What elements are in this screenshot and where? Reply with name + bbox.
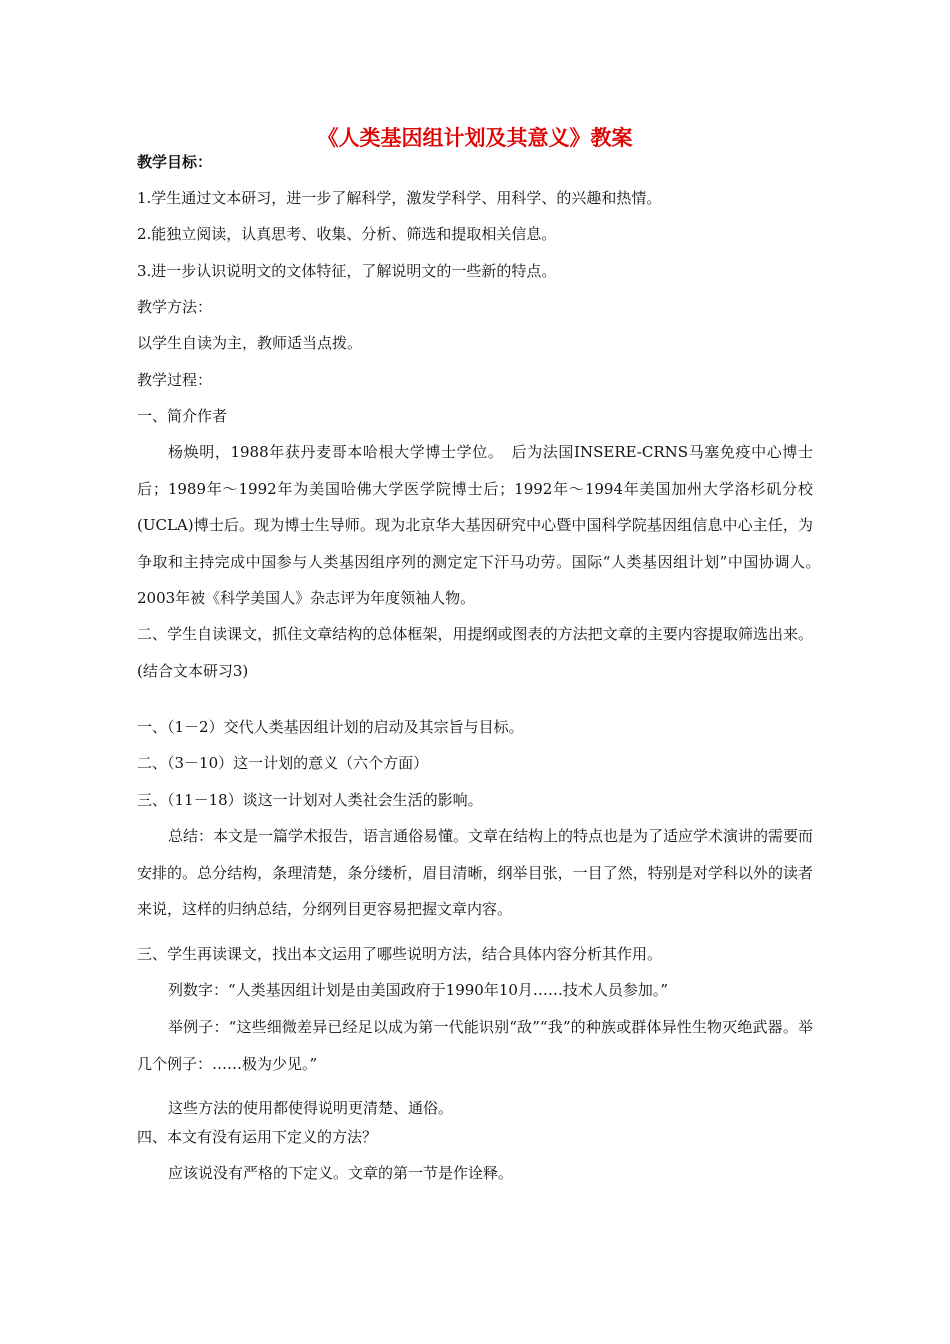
document-title: 《人类基因组计划及其意义》教案 — [317, 126, 633, 150]
summary-paragraph: 总结：本文是一篇学术报告，语言通俗易懂。文章在结构上的特点也是为了适应学术演讲的需要而安排的。总分结构，条理清楚，条分缕析，眉目清晰，纲举目张，一目了然，特别是对学科以外的读者来说，这样的归纳总结，分纲列目更容易把握文章内容。 — [137, 827, 814, 918]
method-heading: 教学方法： — [137, 298, 213, 316]
objective-item-3: 3.进一步认识说明文的文体特征，了解说明文的一些新的特点。 — [137, 262, 557, 280]
section-4-answer: 应该说没有严格的下定义。文章的第一节是作诠释。 — [168, 1164, 514, 1182]
structure-item-1: 一、（1－2）交代人类基因组计划的启动及其宗旨与目标。 — [137, 718, 524, 736]
structure-item-3: 三、（11－18）谈这一计划对人类社会生活的影响。 — [137, 791, 483, 809]
process-heading: 教学过程： — [137, 371, 213, 389]
author-paragraph: 杨焕明，1988年获丹麦哥本哈根大学博士学位。 后为法国INSERE-CRNS马塞免疫中心博士后；1989年～1992年为美国哈佛大学医学院博士后；1992年～1994年美国加州大学洛杉矶分校(UCLA)博士后。现为博士生导师。现为北京华大基因研究中心暨中国科学院基因组信息中心主任，为争取和主持完成中国参与人类基因组序列的测定定下汗马功劳。国际“人类基因组计划”中国协调人。 2003年被《科学美国人》杂志评为年度领袖人物。 — [137, 443, 829, 607]
section-4-heading: 四、本文有没有运用下定义的方法？ — [137, 1128, 378, 1146]
example-cases: 举例子：“这些细微差异已经足以成为第一代能识别“敌”“我”的种族或群体异性生物灭绝武器。举几个例子：……极为少见。” — [137, 1018, 813, 1073]
methods-conclusion: 这些方法的使用都使得说明更清楚、通俗。 — [168, 1099, 454, 1117]
section-2-paragraph: 二、学生自读课文，抓住文章结构的总体框架，用提纲或图表的方法把文章的主要内容提取筛选出来。(结合文本研习3) — [137, 625, 813, 680]
objective-item-1: 1.学生通过文本研习，进一步了解科学，激发学科学、用科学、的兴趣和热情。 — [137, 189, 662, 207]
structure-item-2: 二、（3－10）这一计划的意义（六个方面） — [137, 754, 429, 772]
objective-item-2: 2.能独立阅读，认真思考、收集、分析、筛选和提取相关信息。 — [137, 225, 557, 243]
method-text: 以学生自读为主，教师适当点拨。 — [137, 334, 363, 352]
section-1-heading: 一、简介作者 — [137, 407, 228, 425]
example-numbers: 列数字：“人类基因组计划是由美国政府于1990年10月……技术人员参加。” — [168, 981, 669, 999]
objectives-heading: 教学目标： — [137, 153, 213, 171]
section-3-heading: 三、学生再读课文，找出本文运用了哪些说明方法，结合具体内容分析其作用。 — [137, 945, 663, 963]
